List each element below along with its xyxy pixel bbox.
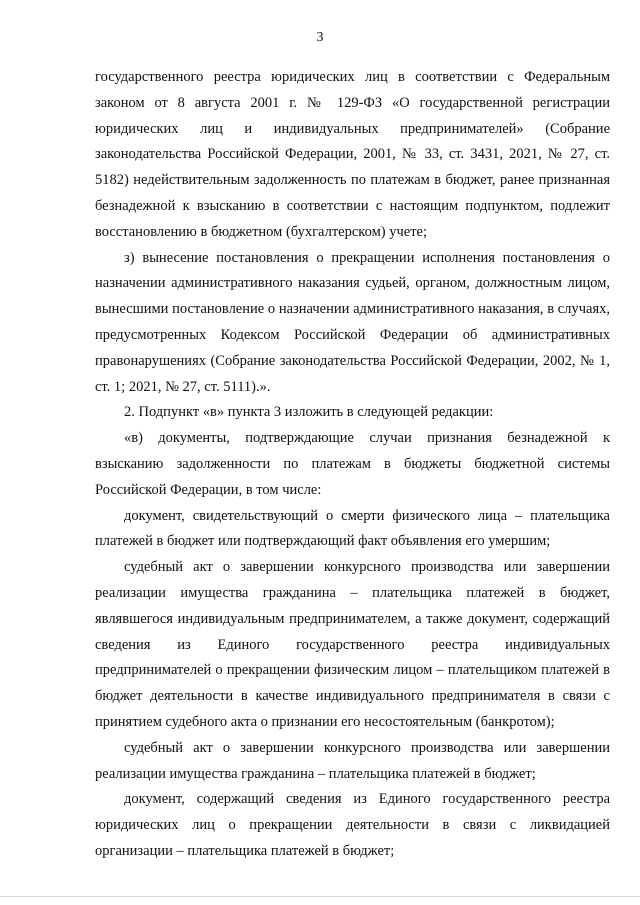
document-body bbox=[95, 65, 610, 865]
paragraph-registry-continuation: государственного реестра юридических лиц в соответствии с Федеральным законом от 8 августа 2001 г. № 129-ФЗ «О государственной регистрации юридических лиц и индивидуальных предпринимателей» (Собрание законодательства Российской Федерации, 2001, № 33, ст. 3431, 2021, № 27, ст. 5182) недействительным задолженность по платежам в бюджет, ранее признанная безнадежной к взысканию в соответствии с настоящим подпунктом, подлежит восстановлению в бюджетном (бухгалтерском) учете; bbox=[95, 69, 610, 240]
paragraph-item-z: з) вынесение постановления о прекращении исполнения постановления о назначении административного наказания судьей, органом, должностным лицом, вынесшими постановление о назначении административного наказания, в случаях, предусмотренных Кодексом Российской Федерации об административных правонарушениях (Собрание законодательства Российской Федерации, 2002, № 1, ст. 1; 2021, № 27, ст. 5111).». bbox=[95, 249, 610, 395]
paragraph-bankruptcy-citizen: судебный акт о завершении конкурсного производства или завершении реализации имущества гражданина – плательщика платежей в бюджет; bbox=[95, 739, 610, 782]
paragraph-bankruptcy-entrepreneur: судебный акт о завершении конкурсного производства или завершении реализации имущества гражданина – плательщика платежей в бюджет, являвшегося индивидуальным предпринимателем, а также документ, содержащий сведения из Единого государственного реестра индивидуальных предпринимателей о прекращении физическим лицом – плательщиком платежей в бюджет деятельности в качестве индивидуального предпринимателя в связи с принятием судебного акта о признании его несостоятельным (банкротом); bbox=[95, 559, 610, 730]
paragraph-amendment-2: 2. Подпункт «в» пункта 3 изложить в следующей редакции: bbox=[124, 404, 494, 421]
paragraph-item-v: «в) документы, подтверждающие случаи признания безнадежной к взысканию задолженности по платежам в бюджеты бюджетной системы Российской Федерации, в том числе: bbox=[95, 430, 610, 498]
paragraph-liquidation-document: документ, содержащий сведения из Единого государственного реестра юридических лиц о прекращении деятельности в связи с ликвидацией организации – плательщика платежей в бюджет; bbox=[95, 791, 610, 859]
paragraph-death-document: документ, свидетельствующий о смерти физического лица – плательщика платежей в бюджет или подтверждающий факт объявления его умершим; bbox=[95, 507, 610, 550]
page-bottom-edge bbox=[0, 896, 640, 897]
page-number: 3 bbox=[316, 30, 324, 45]
